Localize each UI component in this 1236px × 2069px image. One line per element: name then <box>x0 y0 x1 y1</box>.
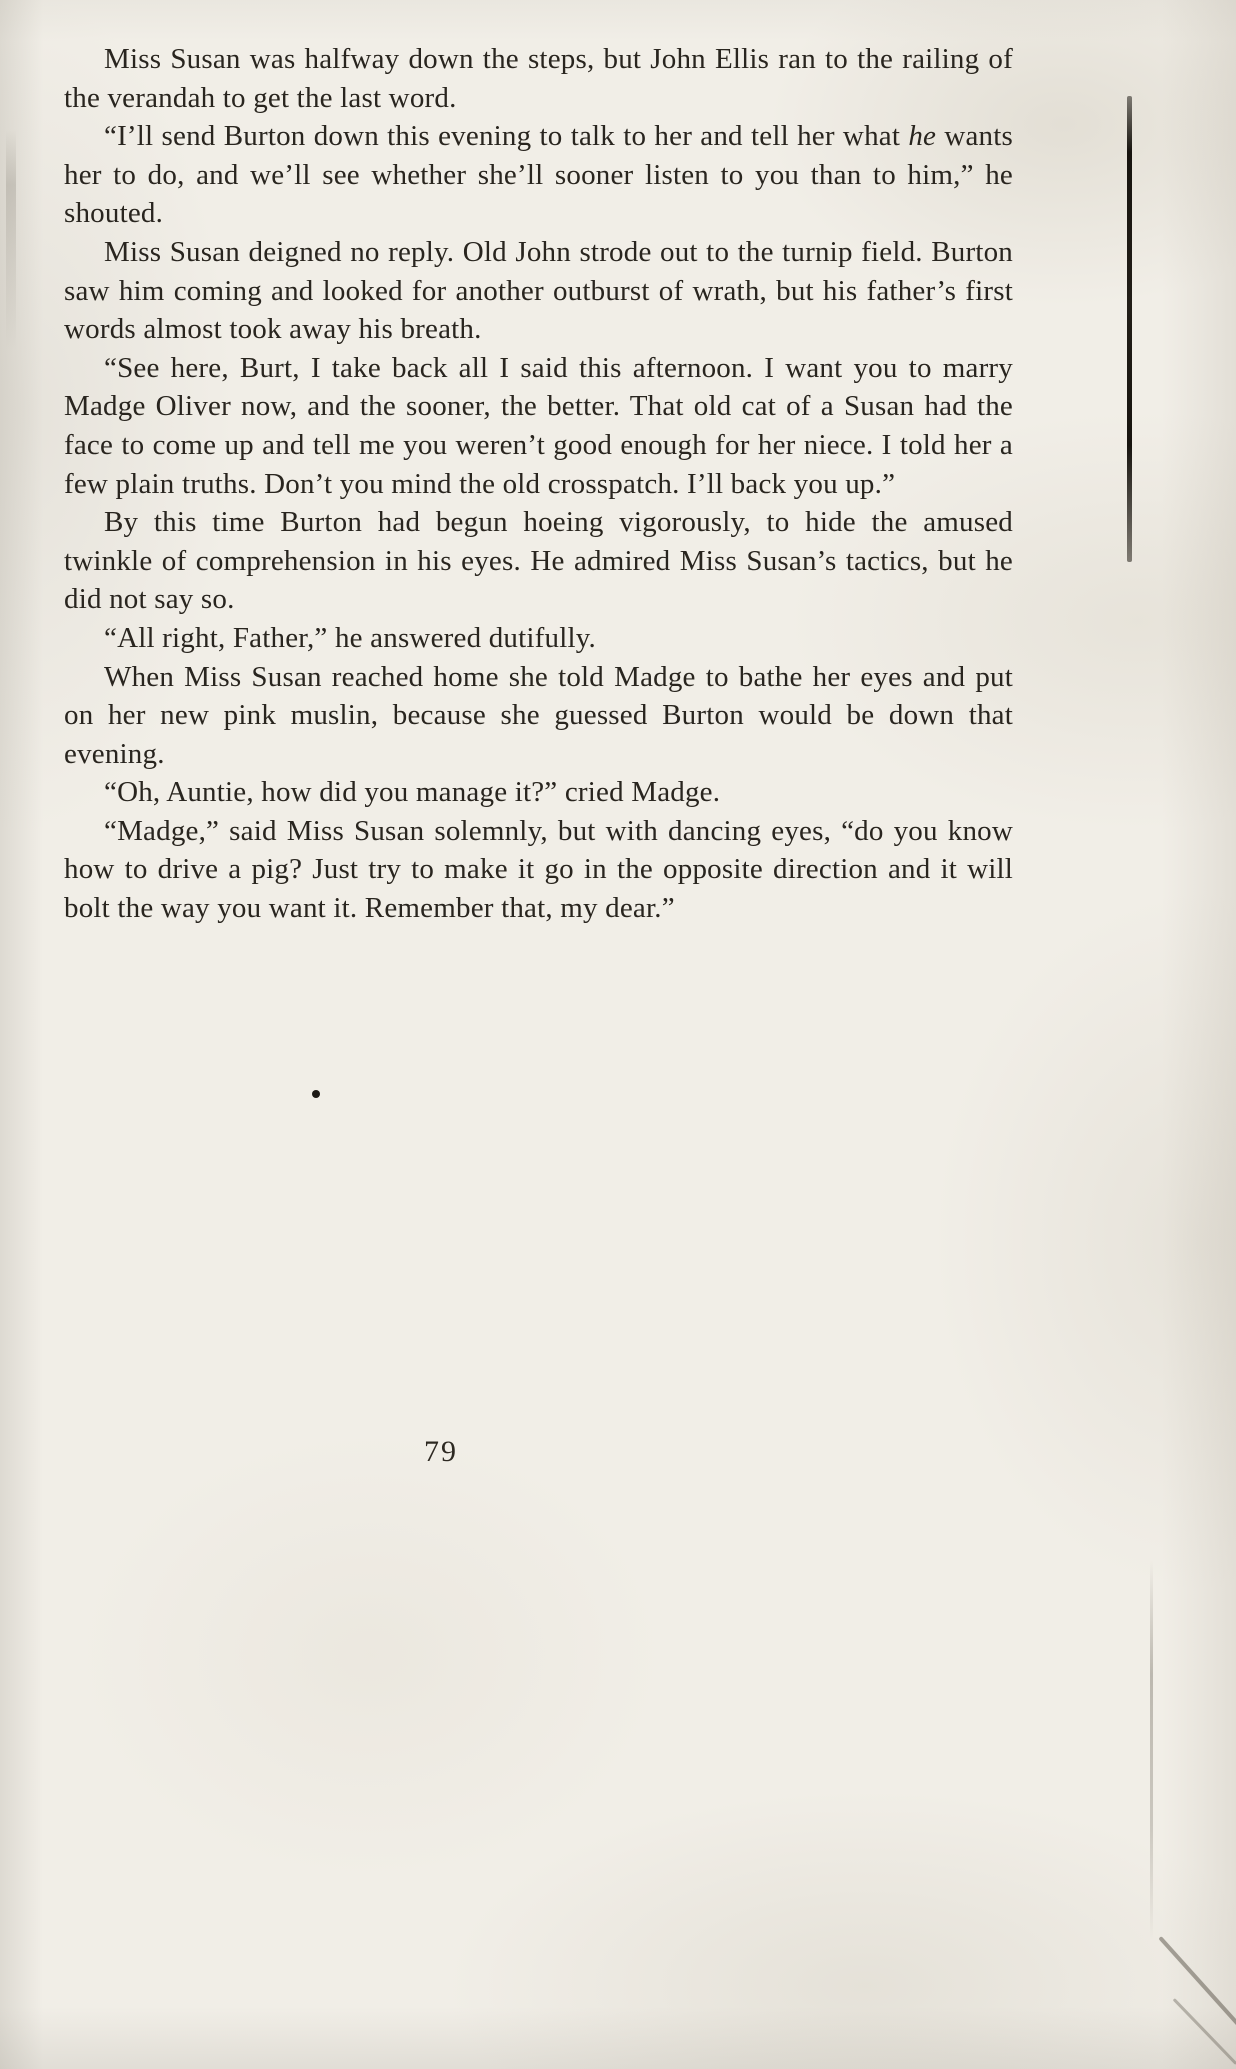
text-run: By this time Burton had begun hoeing vigorously, to hide the amused twinkle of comprehension in his eyes. He admired Miss Susan’s tactics, but he did not say so. <box>64 506 1013 616</box>
page-number: 79 <box>424 1435 458 1468</box>
paragraph <box>64 233 1013 349</box>
text-run: “I’ll send Burton down this evening to talk to her and tell her what <box>104 120 909 153</box>
ink-dot-artifact <box>312 1090 320 1098</box>
paragraph <box>64 658 1013 774</box>
paragraph <box>64 40 1013 117</box>
text-run: “See here, Burt, I take back all I said this afternoon. I want you to marry Madge Oliver now, and the sooner, the better. That old cat of a Susan had the face to come up and tell me you weren’t good enough for her niece. I told her a few plain truths. Don’t you mind the old crosspatch. I’ll back you up.” <box>64 351 1013 500</box>
text-run: When Miss Susan reached home she told Madge to bathe her eyes and put on her new pink muslin, because she guessed Burton would be down that evening. <box>64 660 1013 770</box>
paragraph <box>64 619 1013 658</box>
scan-corner-mark-artifact <box>1158 1936 1236 2028</box>
text-run: Miss Susan was halfway down the steps, but John Ellis ran to the railing of the verandah to get the last word. <box>64 43 1013 114</box>
paragraph <box>64 812 1013 928</box>
text-run: wants her to do, and we’ll see whether she’ll sooner listen to you than to him,” he shouted. <box>64 120 1013 230</box>
paragraph <box>64 117 1013 233</box>
paragraph <box>64 503 1013 619</box>
page-text <box>64 40 1013 928</box>
text-run: Miss Susan deigned no reply. Old John strode out to the turnip field. Burton saw him coming and looked for another outburst of wrath, but his father’s first words almost took away his breath. <box>64 235 1013 346</box>
text-run: “All right, Father,” he answered dutifully. <box>104 621 596 654</box>
scan-margin-streak-artifact <box>6 130 16 350</box>
scan-edge-line-faint-artifact <box>1150 1560 1153 1940</box>
paragraph <box>64 773 1013 812</box>
text-run-italic: he <box>908 120 937 153</box>
scan-edge-line-artifact <box>1127 96 1132 562</box>
text-run: “Oh, Auntie, how did you manage it?” cried Madge. <box>104 776 721 809</box>
text-run: “Madge,” said Miss Susan solemnly, but with dancing eyes, “do you know how to drive a pig? Just try to make it go in the opposite direction and it will bolt the way you want it. Remember that, my dear.” <box>64 814 1013 925</box>
paragraph <box>64 349 1013 503</box>
